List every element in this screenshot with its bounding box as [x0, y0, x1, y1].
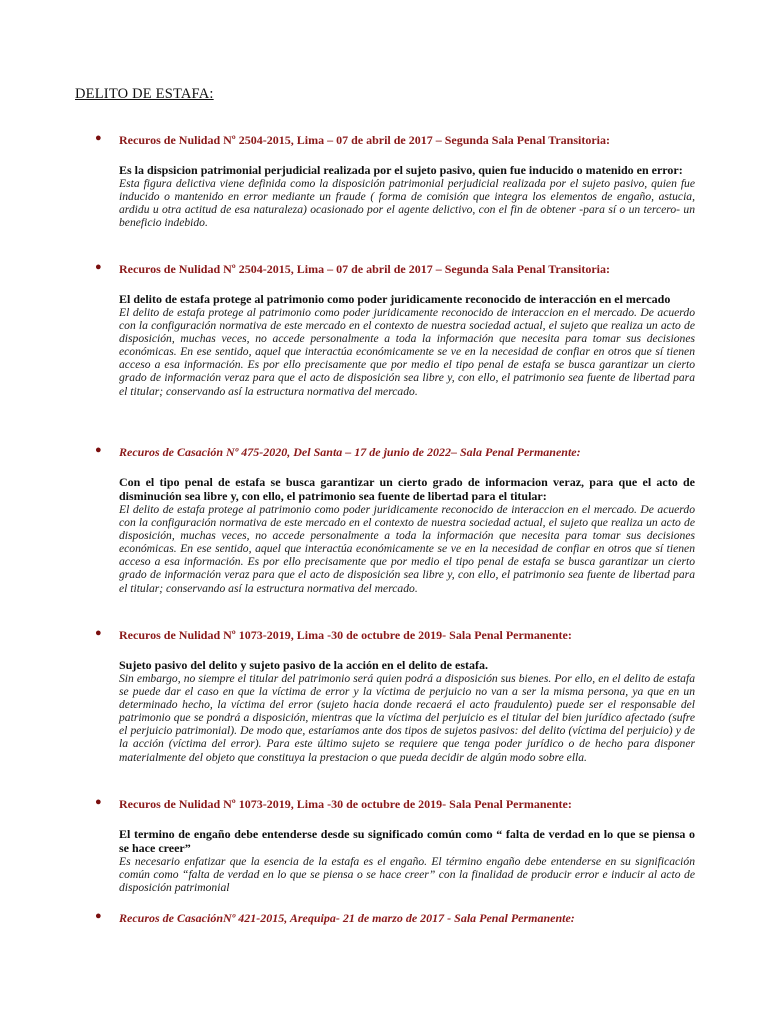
- document-title: DELITO DE ESTAFA:: [75, 86, 214, 102]
- case-body: El delito de estafa protege al patrimonio como poder juridicamente reconocido de interaccion en el mercado. De acuerdo con la configuración normativa de este mercado en el contexto de nuestra sociedad actual, el sujeto que realiza un acto de disposición, muchas veces, no accede personalmente a toda la información que necesita para tomar sus decisiones económicas. En ese sentido, aquel que interactúa económicamente se ve en la necesidad de confiar en otros que sí tienen acceso a esa información. Es por ello precisamente que por medio el tipo penal de estafa se busca garantizar un cierto grado de información veraz para que el acto de disposición sea libre y, con ello, el patrimonio sea fuente de libertad para el titular; conservando así la estructura normativa del mercado.: [119, 503, 695, 595]
- bullet-icon: ●: [95, 444, 102, 456]
- case-header: [95, 445, 695, 463]
- bullet-icon: ●: [95, 627, 102, 639]
- case-entry: [95, 911, 695, 929]
- case-reference: Recuros de Casación Nº 475-2020, Del Santa – 17 de junio de 2022– Sala Penal Permanente:: [119, 445, 581, 459]
- case-heading: Con el tipo penal de estafa se busca garantizar un cierto grado de informacion veraz, para que el acto de disminución sea libre y, con ello, el patrimonio sea fuente de libertad para el titular:: [119, 475, 695, 503]
- case-heading: El termino de engaño debe entenderse desde su significado común como “ falta de verdad en lo que se piensa o se hace creer”: [119, 827, 695, 855]
- case-entry: [95, 628, 695, 764]
- case-body: Esta figura delictiva viene definida como la disposición patrimonial perjudicial realizada por el sujeto pasivo, quien fue inducido o mantenido en error mediante un fraude ( forma de comisión que integra los elementos de engaño, astucia, ardidu u otra actitud de esa naturaleza) ocasionado por el agente delictivo, con el fin de obtener -para sí o un tercero- un beneficio indebido.: [119, 177, 695, 230]
- case-header: [95, 797, 695, 815]
- case-body: Es necesario enfatizar que la esencia de la estafa es el engaño. El término engaño debe entenderse en su significación común como “falta de verdad en lo que se piensa o se hace creer” con la finalidad de producir error e inducir al acto de disposición patrimonial: [119, 855, 695, 895]
- case-header: [95, 911, 695, 929]
- case-heading: Es la dispsicion patrimonial perjudicial realizada por el sujeto pasivo, quien fue inducido o matenido en error:: [119, 163, 683, 177]
- case-entry: [95, 133, 695, 229]
- case-header: [95, 262, 695, 280]
- bullet-icon: ●: [95, 132, 102, 144]
- case-header: [95, 628, 695, 646]
- case-reference: Recuros de Nulidad Nº 2504-2015, Lima – 07 de abril de 2017 – Segunda Sala Penal Transitoria:: [119, 262, 610, 276]
- case-reference: Recuros de Nulidad Nº 1073-2019, Lima -30 de octubre de 2019- Sala Penal Permanente:: [119, 797, 572, 811]
- case-entry: [95, 262, 695, 398]
- case-reference: Recuros de Nulidad Nº 2504-2015, Lima – 07 de abril de 2017 – Segunda Sala Penal Transitoria:: [119, 133, 610, 147]
- bullet-icon: ●: [95, 261, 102, 273]
- case-reference: Recuros de CasaciónNº 421-2015, Arequipa- 21 de marzo de 2017 - Sala Penal Permanente:: [119, 911, 575, 925]
- case-body: El delito de estafa protege al patrimonio como poder juridicamente reconocido de interaccion en el mercado. De acuerdo con la configuración normativa de este mercado en el contexto de nuestra sociedad actual, el sujeto que realiza un acto de disposición, muchas veces, no accede personalmente a toda la información que necesita para tomar sus decisiones económicas. En ese sentido, aquel que interactúa económicamente se ve en la necesidad de confiar en otros que sí tienen acceso a esa información. Es por ello precisamente que por medio el tipo penal de estafa se busca garantizar un cierto grado de información veraz para que el acto de disposición sea libre y, con ello, el patrimonio sea fuente de libertad para el titular; conservando así la estructura normativa del mercado.: [119, 306, 695, 398]
- case-entry: [95, 797, 695, 894]
- case-heading: Sujeto pasivo del delito y sujeto pasivo de la acción en el delito de estafa.: [119, 658, 488, 672]
- case-header: [95, 133, 695, 151]
- case-heading: El delito de estafa protege al patrimonio como poder juridicamente reconocido de interacción en el mercado: [119, 292, 671, 306]
- bullet-icon: ●: [95, 796, 102, 808]
- case-reference: Recuros de Nulidad Nº 1073-2019, Lima -30 de octubre de 2019- Sala Penal Permanente:: [119, 628, 572, 642]
- case-entry: [95, 445, 695, 595]
- bullet-icon: ●: [95, 910, 102, 922]
- case-body: Sin embargo, no siempre el titular del patrimonio será quien podrá a disposición sus bienes. Por ello, en el delito de estafa se puede dar el caso en que la víctima de error y la víctima de perjuicio no van a ser la misma persona, ya que en un determinado hecho, la víctima del error (sujeto hacia donde recaerá el acto fraudulento) puede ser el responsable del patrimonio que se pondrá a disposición, mientras que la víctima del perjuicio es el titular del bien jurídico afectado (sufre el perjuicio patrimonial). De modo que, estaríamos ante dos tipos de sujetos pasivos: del delito (víctima del perjuicio) y de la acción (víctima del error). Para este último sujeto se requiere que tenga poder jurídico o de hecho para disponer materialmente del objeto que constituya la prestacion o que pueda decidir de algún modo sobre ella.: [119, 672, 695, 764]
